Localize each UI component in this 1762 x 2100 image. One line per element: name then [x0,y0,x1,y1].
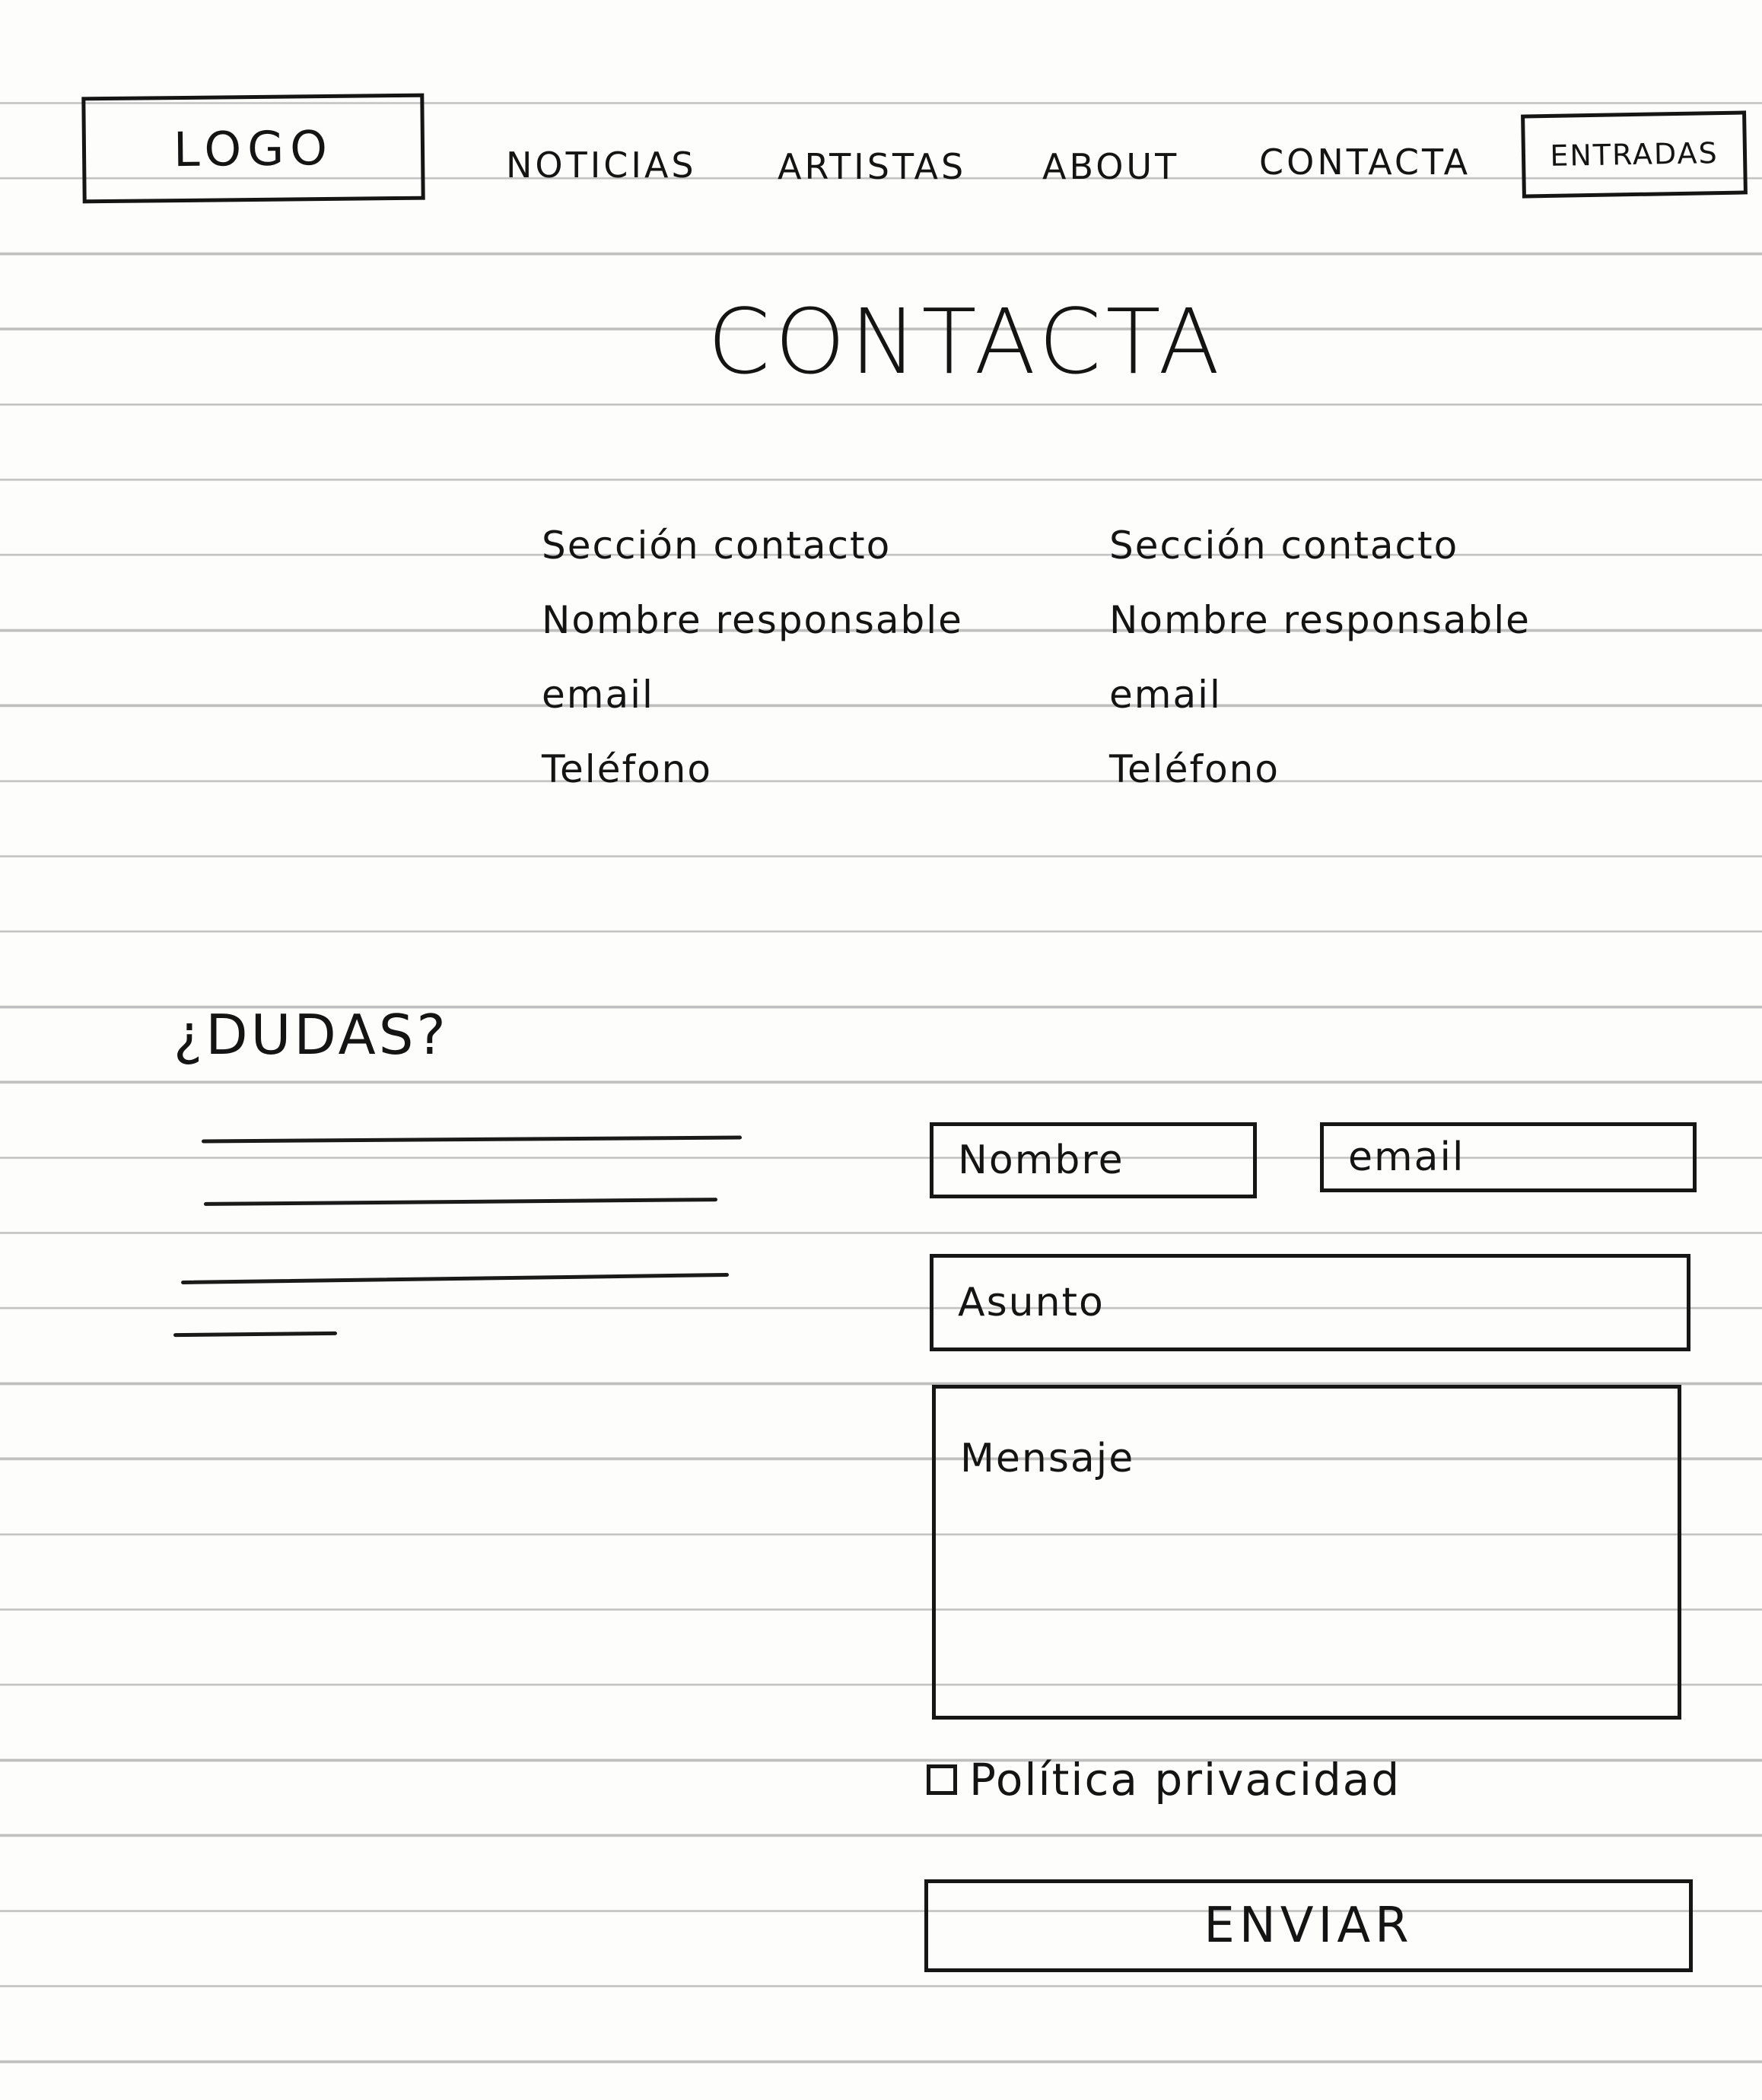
subject-placeholder: Asunto [958,1280,1105,1325]
logo[interactable] [81,94,425,204]
placeholder-text-line [173,1332,337,1337]
entradas-button[interactable] [1521,110,1748,198]
contact-phone: Teléfono [1109,747,1280,791]
contact-section-2 [1109,508,1531,807]
message-textarea[interactable] [932,1385,1681,1720]
nav-item-noticias[interactable]: NOTICIAS [506,145,697,186]
email-placeholder: email [1348,1134,1465,1180]
placeholder-text-line [202,1136,742,1144]
nav-item-artistas[interactable]: ARTISTAS [778,146,967,187]
privacy-consent [927,1754,1401,1806]
contact-email: email [542,673,654,717]
contact-name: Nombre responsable [542,598,963,642]
page-title: CONTACTA [708,289,1225,394]
contact-section-label: Sección contacto [542,523,892,568]
placeholder-text-line [181,1273,729,1284]
nav-item-about[interactable]: ABOUT [1042,146,1180,187]
placeholder-text-line [204,1198,717,1206]
privacy-label[interactable]: Política privacidad [969,1754,1401,1806]
subject-field[interactable] [930,1254,1690,1351]
name-field[interactable] [930,1122,1257,1198]
message-placeholder: Mensaje [960,1436,1135,1481]
submit-label: ENVIAR [1204,1898,1414,1954]
contact-section-1 [542,508,963,807]
nav-item-contacta[interactable]: CONTACTA [1259,142,1471,183]
contact-name: Nombre responsable [1109,598,1531,642]
name-placeholder: Nombre [958,1138,1124,1183]
submit-button[interactable] [924,1879,1693,1972]
contact-section-label: Sección contacto [1109,523,1459,568]
contact-email: email [1109,673,1222,717]
email-field[interactable] [1320,1122,1697,1192]
privacy-checkbox[interactable] [927,1764,957,1795]
dudas-heading: ¿DUDAS? [173,1003,449,1067]
logo-text: LOGO [173,119,334,177]
entradas-label: ENTRADAS [1550,136,1719,173]
contact-phone: Teléfono [542,747,712,791]
